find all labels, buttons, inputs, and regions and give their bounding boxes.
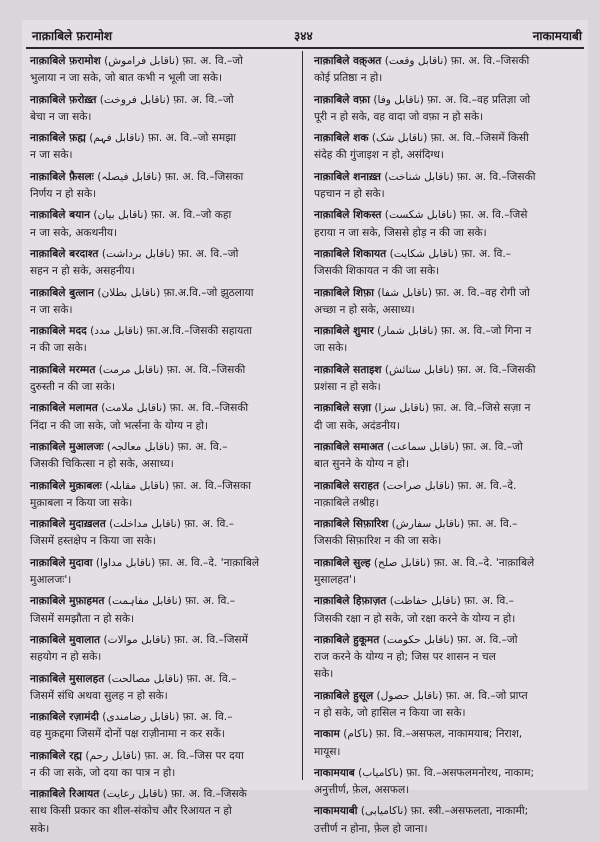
entry-definition-text: सके। bbox=[30, 822, 50, 835]
entry-headword: नाक़ाबिले शुमार bbox=[314, 325, 374, 338]
entry-definition-text: राज करने के योग्य न हो; जिस पर शासन न चल bbox=[314, 651, 496, 664]
dictionary-entry bbox=[314, 726, 582, 760]
dictionary-entry bbox=[30, 478, 296, 512]
entry-line bbox=[30, 765, 296, 782]
entry-definition-text: निर्णय न हो सके। bbox=[30, 187, 97, 200]
dictionary-entry bbox=[30, 748, 296, 782]
entry-definition-text: जिसकी सिफ़ारिश न की जा सके। bbox=[314, 535, 442, 548]
entry-definition-text: साथ किसी प्रकार का शील-संकोच और रिआयत न हो bbox=[30, 805, 232, 818]
entry-definition-text: (ناقابل مدد) फ़ा.अ.वि.–जिसकी सहायता bbox=[90, 325, 253, 338]
left-column bbox=[30, 53, 296, 842]
entry-headword: नाक़ाबिले फ़रामोश bbox=[30, 55, 101, 67]
dictionary-entry bbox=[314, 439, 582, 473]
entry-headword: नाक़ाबिले सुल्ह bbox=[314, 556, 371, 569]
entry-headword: नाकाम bbox=[314, 728, 340, 741]
entry-definition-text: अनुत्तीर्ण, फ़ेल, असफल। bbox=[314, 784, 410, 797]
entry-line bbox=[30, 611, 296, 628]
entry-line bbox=[314, 362, 582, 379]
dictionary-entry bbox=[30, 516, 296, 550]
entry-line bbox=[30, 340, 296, 357]
dictionary-entry bbox=[30, 671, 296, 705]
entry-line bbox=[30, 130, 296, 147]
entry-headword: नाक़ाबिले फ़ैसलः bbox=[30, 170, 94, 183]
entry-definition-text: (ناکامیاب) फ़ा. वि.–असफलमनोरथ, नाकाम; bbox=[358, 766, 535, 779]
entry-line bbox=[30, 225, 296, 242]
dictionary-page bbox=[22, 20, 588, 835]
entry-headword: नाक़ाबिले वफ़ा bbox=[314, 93, 370, 106]
entry-definition-text: (ناقابل شفا) फ़ा. अ. वि.–वह रोगी जो bbox=[377, 286, 530, 299]
entry-definition-text: दी जा सके, अदंडनीय। bbox=[314, 419, 400, 432]
dictionary-entry bbox=[314, 478, 582, 512]
entry-headword: नाक़ाबिले मुवालात bbox=[30, 633, 101, 646]
entry-definition-text: न की जा सके। bbox=[30, 342, 87, 355]
entry-line bbox=[314, 340, 582, 357]
entry-line bbox=[314, 379, 582, 396]
entry-line bbox=[30, 418, 296, 435]
entry-headword: नाक़ाबिले मदद bbox=[30, 325, 87, 338]
dictionary-entry bbox=[30, 207, 296, 241]
entry-definition-text: (ناقابل فراموش) फ़ा. अ. वि.–जो bbox=[104, 55, 243, 67]
entry-line bbox=[314, 302, 582, 319]
entry-line bbox=[314, 147, 582, 164]
entry-definition-text: बात सुनने के योग्य न हो। bbox=[314, 458, 409, 471]
entry-definition-text: (ناقابل سماعت) फ़ा. अ. वि.–जो bbox=[386, 440, 523, 453]
entry-headword: नाक़ाबिले मुफ़ाहमत bbox=[30, 595, 105, 608]
entry-line bbox=[30, 709, 296, 726]
entry-definition-text: (ناقابل حکومت) फ़ा. अ. वि.–जो bbox=[382, 633, 518, 646]
entry-line bbox=[314, 516, 582, 533]
dictionary-entry bbox=[314, 688, 582, 722]
entry-line bbox=[30, 821, 296, 838]
entry-line bbox=[314, 744, 582, 761]
entry-line bbox=[314, 70, 582, 87]
entry-line bbox=[314, 782, 582, 799]
entry-line bbox=[30, 555, 296, 572]
dictionary-entry bbox=[314, 323, 582, 357]
entry-line bbox=[30, 593, 296, 610]
entry-headword: नाक़ाबिले सताइश bbox=[314, 363, 382, 376]
entry-definition-text: जिसकी चिकित्सा न हो सके, असाध्य। bbox=[30, 458, 174, 471]
header-last-word: नाकामयाबी bbox=[532, 29, 582, 43]
entry-definition-text: (ناکام) फ़ा. वि.–असफल, नाकामयाब; निराश, bbox=[343, 728, 523, 741]
entry-headword: नाक़ाबिले बुत्लान bbox=[30, 286, 94, 299]
entry-definition-text: (ناقابل معالجہ) फ़ा. अ. वि.– bbox=[106, 440, 228, 453]
entry-definition-text: जिसमें संधि अथवा सुलह न हो सके। bbox=[30, 689, 168, 702]
entry-line bbox=[30, 516, 296, 533]
entry-headword: नाक़ाबिले शनाख़्त bbox=[314, 170, 381, 183]
dictionary-entry bbox=[314, 362, 582, 396]
entry-definition-text: (ناقابل مصالحت) फ़ा. अ. वि.– bbox=[107, 672, 237, 685]
column-divider bbox=[302, 51, 303, 780]
entry-line bbox=[314, 439, 582, 456]
entry-line bbox=[30, 400, 296, 417]
entry-headword: नाक़ाबिले शिफ़ा bbox=[314, 286, 375, 299]
entry-line bbox=[314, 632, 582, 649]
entry-line bbox=[30, 70, 296, 87]
entry-definition-text: (ناقابل رضامندی) फ़ा. अ. वि.– bbox=[102, 711, 233, 724]
entry-line bbox=[314, 593, 582, 610]
header-first-word: नाक़ाबिले फ़रामोश bbox=[32, 29, 113, 43]
entry-definition-text: दुरुस्ती न की जा सके। bbox=[30, 380, 116, 393]
entry-line bbox=[314, 285, 582, 302]
entry-line bbox=[314, 53, 582, 70]
entry-headword: नाक़ाबिले फ़ह्म bbox=[30, 132, 86, 145]
dictionary-entry bbox=[314, 53, 582, 87]
entry-line bbox=[314, 649, 582, 666]
entry-definition-text: उत्तीर्ण न होना, फ़ेल हो जाना। bbox=[314, 822, 428, 835]
entry-headword: नाक़ाबिले मुक़ाबलः bbox=[30, 479, 102, 492]
entry-definition-text: प्रशंसा न हो सके। bbox=[314, 380, 381, 393]
entry-line bbox=[30, 649, 296, 666]
entry-definition-text: मुसालहत'। bbox=[314, 573, 357, 586]
entry-definition-text: (ناقابل شکایت) फ़ा. अ. वि.– bbox=[389, 247, 512, 260]
dictionary-entry bbox=[30, 130, 296, 164]
entry-line bbox=[30, 92, 296, 109]
entry-definition-text: पहचान न हो सके। bbox=[314, 187, 385, 200]
entry-headword: नाक़ाबिले मुदावा bbox=[30, 556, 93, 569]
entry-headword: नाक़ाबिले रह्म bbox=[30, 749, 82, 762]
dictionary-entry bbox=[30, 92, 296, 126]
entry-definition-text: जिसकी शिकायत न की जा सके। bbox=[314, 265, 440, 278]
entry-headword: नाक़ाबिले मुदाख़लत bbox=[30, 518, 106, 531]
entry-line bbox=[314, 130, 582, 147]
entry-line bbox=[314, 666, 582, 683]
entry-definition-text: जिसकी रक्षा न हो सके, जो रक्षा करने के योग्य न हो। bbox=[314, 612, 516, 625]
entry-definition-text: (ناقابل برداشت) फ़ा. अ. वि.–जो bbox=[101, 247, 239, 260]
entry-definition-text: (ناقابل شکست) फ़ा. अ. वि.–जिसे bbox=[384, 209, 528, 222]
entry-headword: नाक़ाबिले सज़ा bbox=[314, 402, 371, 415]
entry-headword: नाक़ाबिले सराहत bbox=[314, 479, 380, 492]
entry-line bbox=[314, 246, 582, 263]
entry-definition-text: न जा सके। bbox=[30, 303, 73, 316]
entry-line bbox=[30, 632, 296, 649]
entry-line bbox=[314, 572, 582, 589]
entry-definition-text: (ناقابل مرمت) फ़ा. अ. वि.–जिसकी bbox=[98, 363, 246, 376]
entry-line bbox=[30, 726, 296, 743]
entry-headword: नाक़ाबिले रिआयत bbox=[30, 788, 100, 801]
entry-line bbox=[314, 418, 582, 435]
right-column bbox=[314, 53, 582, 842]
entry-line bbox=[30, 478, 296, 495]
entry-line bbox=[314, 821, 582, 838]
entry-headword: नाक़ाबिले शक bbox=[314, 132, 369, 145]
entry-line bbox=[314, 555, 582, 572]
entry-line bbox=[314, 456, 582, 473]
entry-line bbox=[314, 225, 582, 242]
entry-line bbox=[314, 323, 582, 340]
dictionary-entry bbox=[30, 169, 296, 203]
dictionary-entry bbox=[30, 246, 296, 280]
entry-line bbox=[314, 726, 582, 743]
entry-definition-text: (ناقابل شناخت) फ़ा. अ. वि.–जिसकी bbox=[384, 170, 536, 183]
entry-definition-text: न की जा सके, जो दया का पात्र न हो। bbox=[30, 766, 176, 779]
entry-headword: नाक़ाबिले हुसूल bbox=[314, 689, 374, 702]
entry-line bbox=[314, 478, 582, 495]
entry-line bbox=[314, 803, 582, 820]
entry-definition-text: (ناقابل حفاظت) फ़ा. अ. वि.– bbox=[389, 595, 514, 608]
entry-line bbox=[314, 611, 582, 628]
entry-line bbox=[314, 263, 582, 280]
entry-line bbox=[30, 207, 296, 224]
entry-definition-text: सके। bbox=[314, 668, 334, 681]
entry-headword: नाक़ाबिले समाअत bbox=[314, 440, 384, 453]
dictionary-entry bbox=[30, 632, 296, 666]
entry-line bbox=[30, 263, 296, 280]
entry-line bbox=[314, 533, 582, 550]
entry-line bbox=[314, 186, 582, 203]
entry-line bbox=[30, 495, 296, 512]
entry-definition-text: मुक़ाबला न किया जा सके। bbox=[30, 496, 133, 509]
entry-line bbox=[30, 302, 296, 319]
entry-line bbox=[30, 803, 296, 820]
entry-headword: नाक़ाबिले हिफ़ाज़त bbox=[314, 595, 387, 608]
entry-definition-text: (ناقابل مداخلت) फ़ा. अ. वि.– bbox=[109, 518, 235, 531]
entry-line bbox=[30, 147, 296, 164]
entry-definition-text: (ناکامیابی) फ़ा. स्त्री.–असफलता, नाकामी; bbox=[360, 805, 529, 818]
entry-definition-text: (ناقابل بطلان) फ़ा.अ.वि.–जो झुठलाया bbox=[97, 286, 254, 299]
entry-definition-text: न जा सके, अकथनीय। bbox=[30, 226, 118, 239]
dictionary-entry bbox=[314, 632, 582, 684]
entry-headword: नाक़ाबिले वक़्अत bbox=[314, 55, 382, 67]
entry-line bbox=[314, 705, 582, 722]
entry-headword: नाक़ाबिले मलामत bbox=[30, 402, 98, 415]
entry-definition-text: बेचा न जा सके। bbox=[30, 110, 92, 123]
entry-definition-text: (ناقابل بیان) फ़ा. अ. वि.–जो कहा bbox=[93, 209, 232, 222]
entry-line bbox=[30, 688, 296, 705]
entry-definition-text: (ناقابل ملامت) फ़ा. अ. वि.–जिसकी bbox=[101, 402, 249, 415]
entry-line bbox=[314, 207, 582, 224]
entry-definition-text: (ناقابل رعایت) फ़ा. अ. वि.–जिसके bbox=[102, 788, 247, 801]
entry-definition-text: (ناقابل صلح) फ़ा. अ. वि.–दे. 'नाक़ाबिले bbox=[373, 556, 535, 569]
entry-headword: नाक़ाबिले फ़रोख़्त bbox=[30, 93, 97, 106]
entry-definition-text: जा सके। bbox=[314, 342, 348, 355]
dictionary-entry bbox=[314, 285, 582, 319]
entry-line bbox=[30, 169, 296, 186]
entry-definition-text: भुलाया न जा सके, जो बात कभी न भूली जा सके। bbox=[30, 72, 223, 85]
entry-definition-text: हराया न जा सके, जिससे होड़ न की जा सके। bbox=[314, 226, 487, 239]
entry-headword: नाक़ाबिले मुआलजः bbox=[30, 440, 104, 453]
dictionary-entry bbox=[314, 207, 582, 241]
entry-definition-text: न जा सके। bbox=[30, 149, 73, 162]
entry-definition-text: मायूस। bbox=[314, 745, 341, 758]
entry-definition-text: (ناقابل سزا) फ़ा. अ. वि.–जिसे सज़ा न bbox=[374, 402, 531, 415]
entry-line bbox=[30, 53, 296, 70]
dictionary-entry bbox=[30, 555, 296, 589]
entry-definition-text: संदेह की गुंजाइश न हो, असंदिग्ध। bbox=[314, 149, 444, 162]
entry-line bbox=[30, 186, 296, 203]
page-header bbox=[22, 23, 588, 45]
entry-definition-text: (ناقابل ستائش) फ़ा. अ. वि.–जिसकी bbox=[384, 363, 536, 376]
dictionary-entry bbox=[30, 53, 296, 87]
dictionary-entry bbox=[30, 362, 296, 396]
entry-line bbox=[314, 92, 582, 109]
entry-line bbox=[314, 169, 582, 186]
entry-headword: नाक़ाबिले बरदाश्त bbox=[30, 247, 99, 260]
entry-definition-text: (ناقابل شمار) फ़ा. अ. वि.–जो गिना न bbox=[377, 325, 532, 338]
entry-headword: नाक़ाबिले शिकायत bbox=[314, 247, 387, 260]
entry-headword: नाकामयाब bbox=[314, 766, 355, 779]
entry-line bbox=[30, 362, 296, 379]
dictionary-entry bbox=[30, 323, 296, 357]
entry-line bbox=[30, 246, 296, 263]
entry-definition-text: सहयोग न हो सके। bbox=[30, 651, 102, 664]
entry-definition-text: (ناقابل فیصلہ) फ़ा. अ. वि.–जिसका bbox=[97, 170, 244, 183]
entry-line bbox=[30, 379, 296, 396]
entry-definition-text: (ناقابل وقعت) फ़ा. अ. वि.–जिसकी bbox=[384, 55, 530, 67]
entry-line bbox=[314, 109, 582, 126]
entry-definition-text: (ناقابل سفارش) फ़ा. अ. वि.– bbox=[391, 518, 518, 531]
entry-definition-text: पूरी न हो सके, वह वादा जो वफ़ा न हो सके। bbox=[314, 110, 484, 123]
entry-definition-text: अच्छा न हो सके, असाध्य। bbox=[314, 303, 415, 316]
entry-headword: नाक़ाबिले रज़ामंदी bbox=[30, 711, 99, 724]
entry-definition-text: (ناقابل مداوا) फ़ा. अ. वि.–दे. 'नाक़ाबिले bbox=[95, 556, 260, 569]
entry-definition-text: (ناقابل مقابلہ) फ़ा. अ. वि.–जिसका bbox=[105, 479, 251, 492]
entry-definition-text: (ناقابل صراحت) फ़ा. अ. वि.–दे. bbox=[382, 479, 517, 492]
entry-headword: नाक़ाबिले मरम्मत bbox=[30, 363, 96, 376]
entry-definition-text: नाक़ाबिले तश्रीह। bbox=[314, 496, 379, 509]
entry-headword: नाक़ाबिले सिफ़ारिश bbox=[314, 518, 389, 531]
dictionary-entry bbox=[314, 516, 582, 550]
entry-headword: नाक़ाबिले शिकस्त bbox=[314, 209, 382, 222]
entry-definition-text: न हो सके, जो हासिल न किया जा सके। bbox=[314, 706, 466, 719]
entry-line bbox=[314, 400, 582, 417]
entry-line bbox=[30, 285, 296, 302]
dictionary-entry bbox=[314, 130, 582, 164]
entry-headword: नाकामयाबी bbox=[314, 805, 358, 818]
dictionary-entry bbox=[30, 709, 296, 743]
dictionary-entry bbox=[30, 439, 296, 473]
entry-definition-text: सहन न हो सके, असहनीय। bbox=[30, 265, 135, 278]
entry-definition-text: (ناقابل موالات) फ़ा. अ. वि.–जिसमें bbox=[103, 633, 248, 646]
entry-line bbox=[30, 533, 296, 550]
header-rule bbox=[26, 47, 584, 49]
entry-line bbox=[30, 748, 296, 765]
entry-definition-text: जिसमें समझौता न हो सके। bbox=[30, 612, 135, 625]
dictionary-entry bbox=[314, 765, 582, 799]
entry-definition-text: वह मुक़द्दमा जिसमें दोनों पक्ष राज़ीनामा न कर सकें। bbox=[30, 728, 225, 741]
dictionary-entry bbox=[30, 593, 296, 627]
dictionary-entry bbox=[314, 593, 582, 627]
entry-line bbox=[30, 109, 296, 126]
dictionary-entry bbox=[30, 786, 296, 838]
entry-headword: नाक़ाबिले मुसालहत bbox=[30, 672, 105, 685]
entry-headword: नाक़ाबिले बयान bbox=[30, 209, 90, 222]
entry-definition-text: (ناقابل رحم) फ़ा. अ. वि.–जिस पर दया bbox=[85, 749, 244, 762]
entry-definition-text: निंदा न की जा सके, जो भर्त्सना के योग्य न हो। bbox=[30, 419, 208, 432]
dictionary-entry bbox=[314, 246, 582, 280]
entry-line bbox=[314, 765, 582, 782]
dictionary-entry bbox=[314, 803, 582, 837]
entry-definition-text: (ناقابل وفا) फ़ा. अ. वि.–वह प्रतिज्ञा जो bbox=[373, 93, 531, 106]
entry-headword: नाक़ाबिले हुकूमत bbox=[314, 633, 380, 646]
entry-definition-text: मुआलजः'। bbox=[30, 573, 72, 586]
dictionary-entry bbox=[314, 400, 582, 434]
dictionary-entry bbox=[30, 400, 296, 434]
entry-definition-text: (ناقابل فہم) फ़ा. अ. वि.–जो समझा bbox=[89, 132, 236, 145]
entry-definition-text: (ناقابل مفاہمت) फ़ा. अ. वि.– bbox=[107, 595, 236, 608]
entry-line bbox=[30, 439, 296, 456]
entry-line bbox=[30, 456, 296, 473]
entry-definition-text: कोई प्रतिष्ठा न हो। bbox=[314, 72, 383, 85]
dictionary-entry bbox=[314, 92, 582, 126]
entry-line bbox=[30, 572, 296, 589]
dictionary-entry bbox=[314, 169, 582, 203]
entry-definition-text: (ناقابل حصول) फ़ा. अ. वि.–जो प्राप्त bbox=[376, 689, 528, 702]
page-number: ३४४ bbox=[294, 29, 313, 43]
entry-line bbox=[30, 671, 296, 688]
entry-definition-text: (ناقابل شک) फ़ा. अ. वि.–जिसमें किसी bbox=[371, 132, 529, 145]
dictionary-entry bbox=[30, 285, 296, 319]
entry-line bbox=[314, 495, 582, 512]
entry-line bbox=[30, 323, 296, 340]
entry-definition-text: जिसमें हस्तक्षेप न किया जा सके। bbox=[30, 535, 156, 548]
dictionary-entry bbox=[314, 555, 582, 589]
entry-definition-text: (ناقابل فروخت) फ़ा. अ. वि.–जो bbox=[99, 93, 234, 106]
entry-line bbox=[314, 688, 582, 705]
entry-line bbox=[30, 786, 296, 803]
